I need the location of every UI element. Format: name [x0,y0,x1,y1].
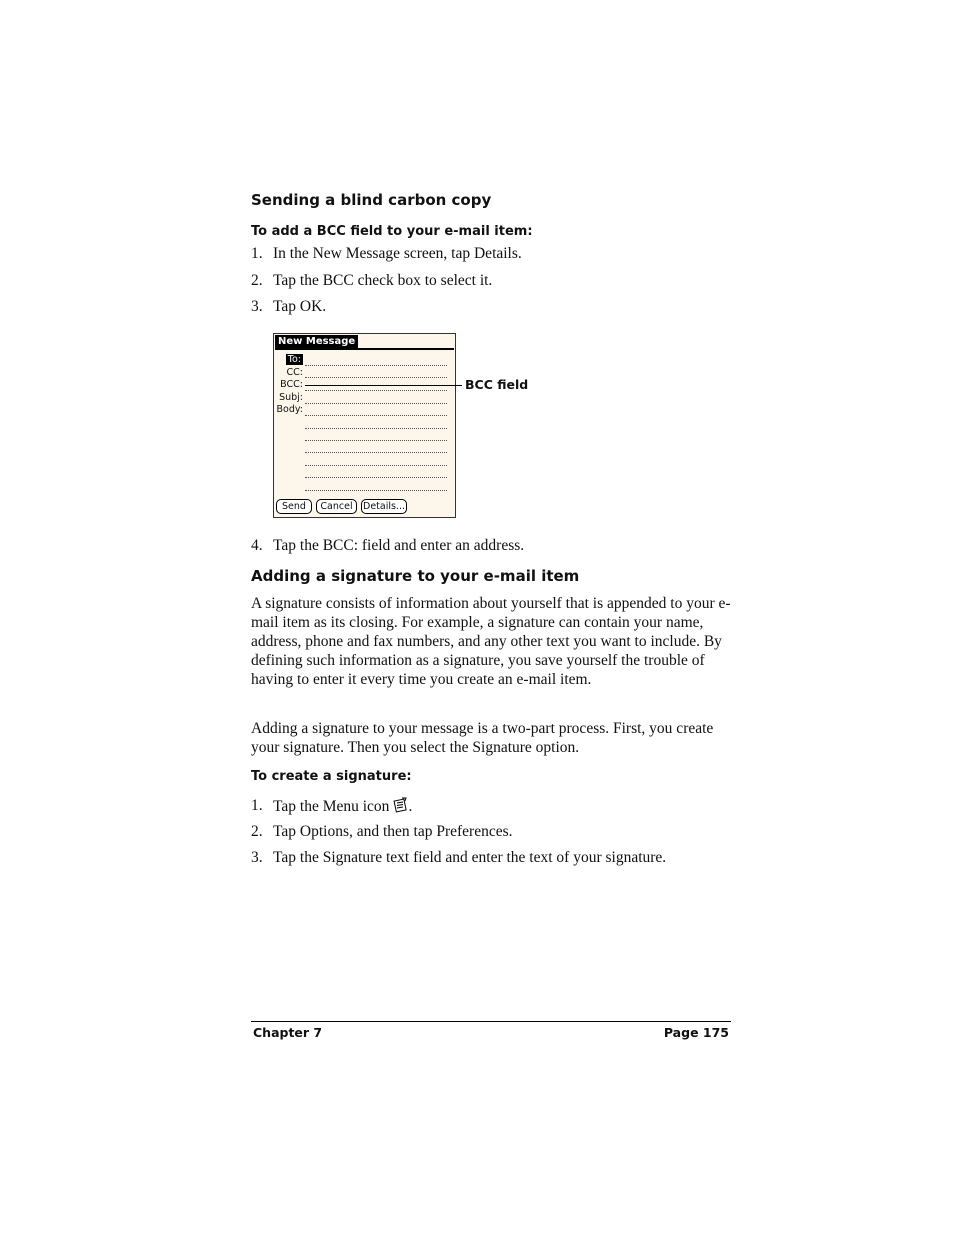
signature-intro-paragraph: A signature consists of information about yourself that is appended to your e-mail item as its closing. For example, a signature can contain your name, address, phone and fax numbers, and any other text you want to include. By defining such information as a signature, you save yourself the trouble of having to enter it every time you create an e-mail item. [251,595,731,688]
subject-field-label: Subj: [279,392,303,403]
step-text: In the New Message screen, tap Details. [273,245,522,262]
body-line [305,428,447,429]
details-button: Details... [363,501,405,512]
footer-chapter: Chapter 7 [253,1025,323,1040]
footer-page-number: Page 175 [663,1025,729,1040]
to-field [305,365,447,366]
step-number: 4. [251,537,263,554]
body-line [305,452,447,453]
step-text: Tap the BCC check box to select it. [273,272,493,289]
section-heading-signature: Adding a signature to your e-mail item [251,567,580,585]
step-text: Tap the Signature text field and enter the text of your signature. [273,849,667,866]
bcc-field-callout: BCC field [465,377,529,392]
step-text-with-icon [273,797,412,816]
body-line [305,440,447,441]
new-message-screenshot [273,333,456,518]
step-number: 1. [251,797,263,814]
step-suffix: . [408,798,413,815]
footer-divider [251,1021,731,1022]
menu-icon [393,797,408,813]
to-field-label: To: [287,354,301,365]
step-text: Tap the BCC: field and enter an address. [273,537,525,554]
step-text: Tap the Menu icon [273,798,390,815]
title-underline [275,348,454,350]
bcc-field-label: BCC: [280,379,303,390]
bcc-field [305,385,447,386]
cc-field-label: CC: [286,367,303,378]
subject-field [305,403,447,404]
cc-field [305,377,447,378]
step-number: 3. [251,298,263,315]
section-heading-bcc: Sending a blind carbon copy [251,191,492,209]
step-number: 3. [251,849,263,866]
body-line [305,465,447,466]
body-line [305,477,447,478]
step-number: 2. [251,823,263,840]
send-button: Send [276,499,312,514]
bcc-field-line [305,390,447,391]
step-number: 2. [251,272,263,289]
cancel-button: Cancel [316,499,357,514]
body-line [305,490,447,491]
step-text: Tap OK. [273,298,327,315]
signature-process-paragraph: Adding a signature to your message is a two-part process. First, you create your signature. Then you select the Signature option. [251,720,714,756]
body-line [305,415,447,416]
procedure-title-add-bcc: To add a BCC field to your e-mail item: [251,224,533,239]
step-number: 1. [251,245,263,262]
callout-leader-line [440,385,462,386]
body-field-label: Body: [276,404,303,415]
screen-title: New Message [275,335,358,349]
procedure-title-create-signature: To create a signature: [251,769,412,784]
step-text: Tap Options, and then tap Preferences. [273,823,513,840]
